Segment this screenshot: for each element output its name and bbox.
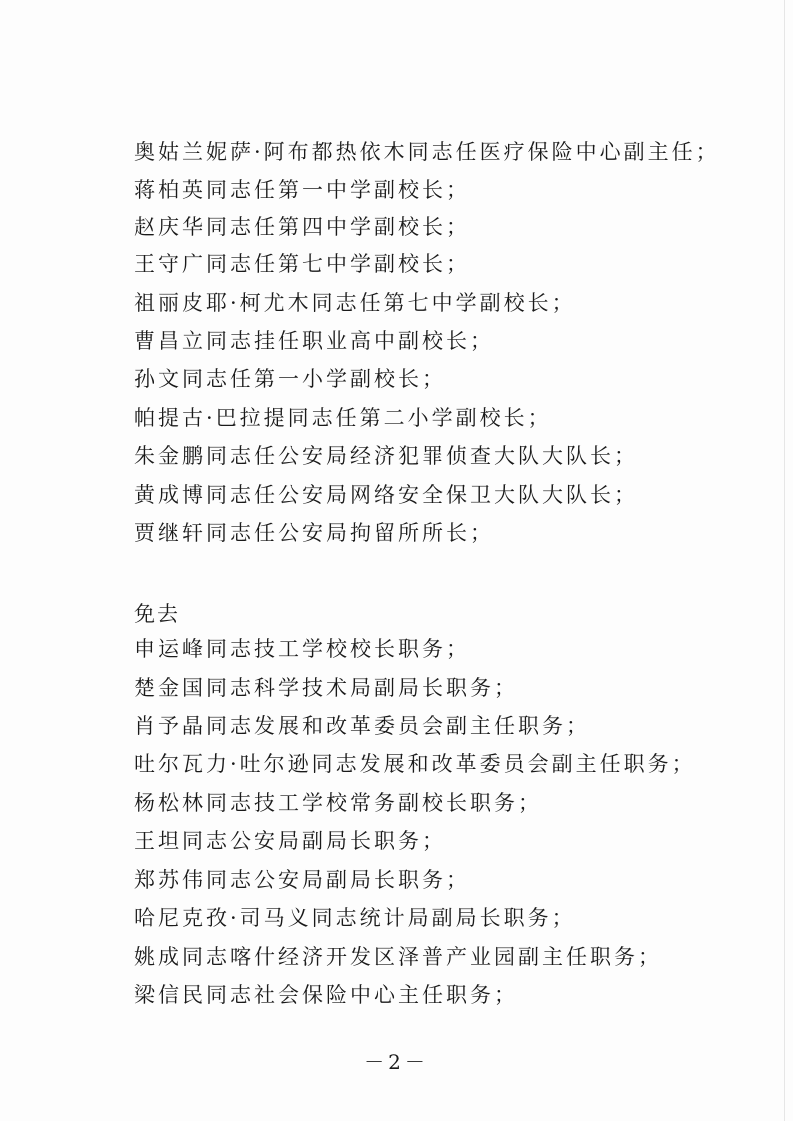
removal-line-9: 姚成同志喀什经济开发区泽普产业园副主任职务；	[134, 945, 662, 969]
removal-line-8: 哈尼克孜·司马义同志统计局副局长职务；	[134, 906, 576, 930]
removal-line-1: 申运峰同志技工学校校长职务；	[134, 637, 470, 661]
removal-line-5: 杨松林同志技工学校常务副校长职务；	[134, 791, 542, 815]
removal-line-6: 王坦同志公安局副局长职务；	[134, 829, 446, 853]
appointment-line-5: 祖丽皮耶·柯尤木同志任第七中学副校长；	[134, 291, 576, 315]
removal-line-4: 吐尔瓦力·吐尔逊同志发展和改革委员会副主任职务；	[134, 752, 696, 776]
page-number: －2－	[364, 1050, 429, 1074]
appointment-line-7: 孙文同志任第一小学副校长；	[134, 367, 446, 391]
page-edge	[784, 0, 785, 1121]
appointment-line-9: 朱金鹏同志任公安局经济犯罪侦查大队大队长；	[134, 444, 638, 468]
removal-line-10: 梁信民同志社会保险中心主任职务；	[134, 983, 518, 1007]
appointment-line-2: 蒋柏英同志任第一中学副校长；	[134, 178, 470, 202]
appointment-line-1: 奥姑兰妮萨·阿布都热依木同志任医疗保险中心副主任；	[134, 140, 720, 164]
appointment-line-11: 贾继轩同志任公安局拘留所所长；	[134, 521, 494, 545]
appointment-line-10: 黄成博同志任公安局网络安全保卫大队大队长；	[134, 483, 638, 507]
appointment-line-3: 赵庆华同志任第四中学副校长；	[134, 215, 470, 239]
appointment-line-6: 曹昌立同志挂任职业高中副校长；	[134, 329, 494, 353]
appointment-line-4: 王守广同志任第七中学副校长；	[134, 252, 470, 276]
appointment-line-8: 帕提古·巴拉提同志任第二小学副校长；	[134, 406, 552, 430]
removal-line-7: 郑苏伟同志公安局副局长职务；	[134, 868, 470, 892]
removal-line-3: 肖予晶同志发展和改革委员会副主任职务；	[134, 714, 590, 738]
removal-heading: 免去	[134, 602, 180, 626]
removal-line-2: 楚金国同志科学技术局副局长职务；	[134, 676, 518, 700]
